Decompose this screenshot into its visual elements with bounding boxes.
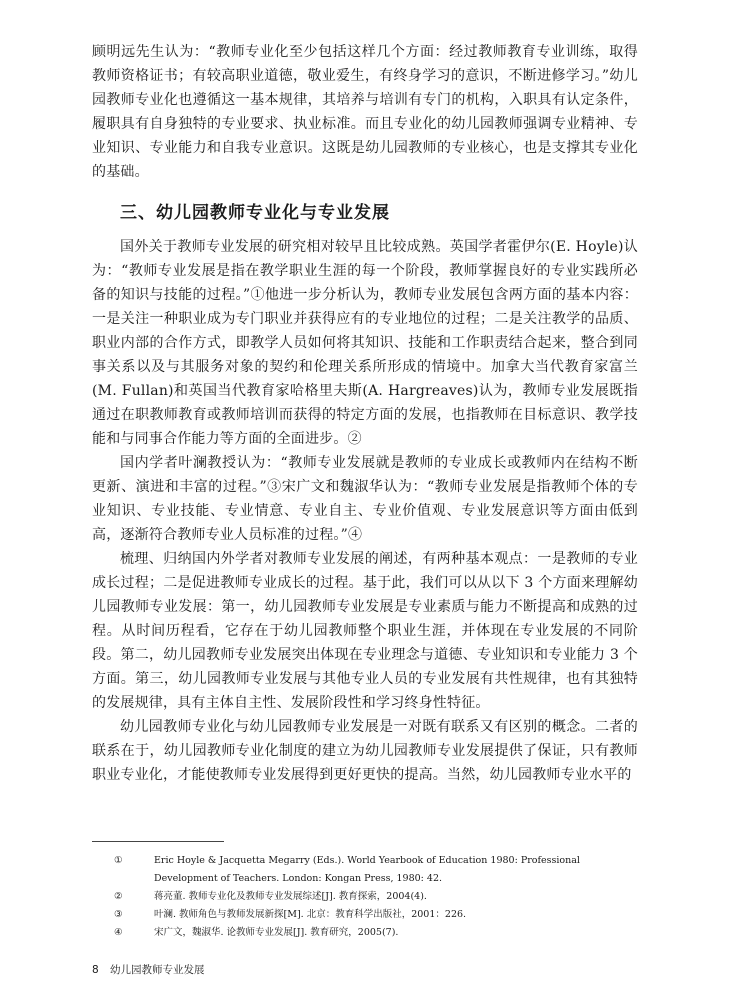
footnote-1 [92,852,638,888]
footnote-mark: ② [114,891,123,902]
paragraph-3: 国内学者叶澜教授认为：“教师专业发展就是教师的专业成长或教师内在结构不断更新、演进和丰富的过程。”③宋广文和魏淑华认为：“教师专业发展是指教师个体的专业知识、专业技能、专业情意、专业自主、专业价值观、专业发展意识等方面由低到高，逐渐符合教师专业人员标准的过程。”④ [92,455,638,543]
running-title: 幼儿园教师专业发展 [110,964,205,976]
footnote-text: 蒋亮董. 教师专业化及教师专业发展综述[J]. 教育探索，2004(4). [154,891,427,902]
footnote-mark: ④ [114,927,123,938]
paragraph-2: 国外关于教师专业发展的研究相对较早且比较成熟。英国学者霍伊尔(E. Hoyle)认为：“教师专业发展是指在教学职业生涯的每一个阶段，教师掌握良好的专业实践所必备的知识与技能的过程。”①他进一步分析认为，教师专业发展包含两方面的基本内容：一是关注一种职业成为专门职业并获得应有的专业地位的过程；二是关注教学的品质、职业内部的合作方式，即教学人员如何将其知识、技能和工作职责结合起来，整合到同事关系以及与其服务对象的契约和伦理关系所形成的情境中。加拿大当代教育家富兰(M. Fullan)和英国当代教育家哈格里夫斯(A. Hargreaves)认为，教师专业发展既指通过在职教师教育或教师培训而获得的特定方面的发展，也指教师在目标意识、教学技能和与同事合作能力等方面的全面进步。② [92,239,638,447]
paragraph-5: 幼儿园教师专业化与幼儿园教师专业发展是一对既有联系又有区别的概念。二者的联系在于，幼儿园教师专业化制度的建立为幼儿园教师专业发展提供了保证，只有教师职业专业化，才能使教师专业发展得到更好更快的提高。当然，幼儿园教师专业水平的 [92,719,638,783]
paragraph-4: 梳理、归纳国内外学者对教师专业发展的阐述，有两种基本观点：一是教师的专业成长过程；二是促进教师专业成长的过程。基于此，我们可以从以下 3 个方面来理解幼儿园教师专业发展：第一，幼儿园教师专业发展是专业素质与能力不断提高和成熟的过程。从时间历程看，它存在于幼儿园教师整个职业生涯，并体现在专业发展的不同阶段。第二，幼儿园教师专业发展突出体现在专业理念与道德、专业知识和专业能力 3 个方面。第三，幼儿园教师专业发展与其他专业人员的专业发展有共性规律，也有其独特的发展规律，具有主体自主性、发展阶段性和学习终身性特征。 [92,551,638,711]
footnote-mark: ③ [114,909,123,920]
footnote-2 [92,888,638,906]
footnote-mark: ① [114,855,123,866]
footnote-text: Eric Hoyle & Jacquetta Megarry (Eds.). World Yearbook of Education 1980: Professional Development of Teachers. London: Kongan Press, 1980: 42. [154,855,580,884]
paragraph-1: 顾明远先生认为：“教师专业化至少包括这样几个方面：经过教师教育专业训练，取得教师资格证书；有较高职业道德，敬业爱生，有终身学习的意识，不断进修学习。”幼儿园教师专业化也遵循这一基本规律，其培养与培训有专门的机构，入职具有认定条件，履职具有自身独特的专业要求、执业标准。而且专业化的幼儿园教师强调专业精神、专业知识、专业能力和自我专业意识。这既是幼儿园教师的专业核心，也是支撑其专业化的基础。 [92,44,638,180]
section-heading: 三、幼儿园教师专业化与专业发展 [120,203,390,223]
footnote-4 [92,924,638,942]
footnote-text: 宋广文，魏淑华. 论教师专业发展[J]. 教育研究，2005(7). [154,927,399,938]
footnote-divider [92,841,224,842]
page-number: 8 [92,964,99,976]
footnote-text: 叶澜. 教师角色与教师发展新探[M]. 北京：教育科学出版社，2001：226. [154,909,467,920]
page-footer [92,962,213,977]
footnotes [92,852,638,942]
page-body [92,40,638,787]
footnote-3 [92,906,638,924]
